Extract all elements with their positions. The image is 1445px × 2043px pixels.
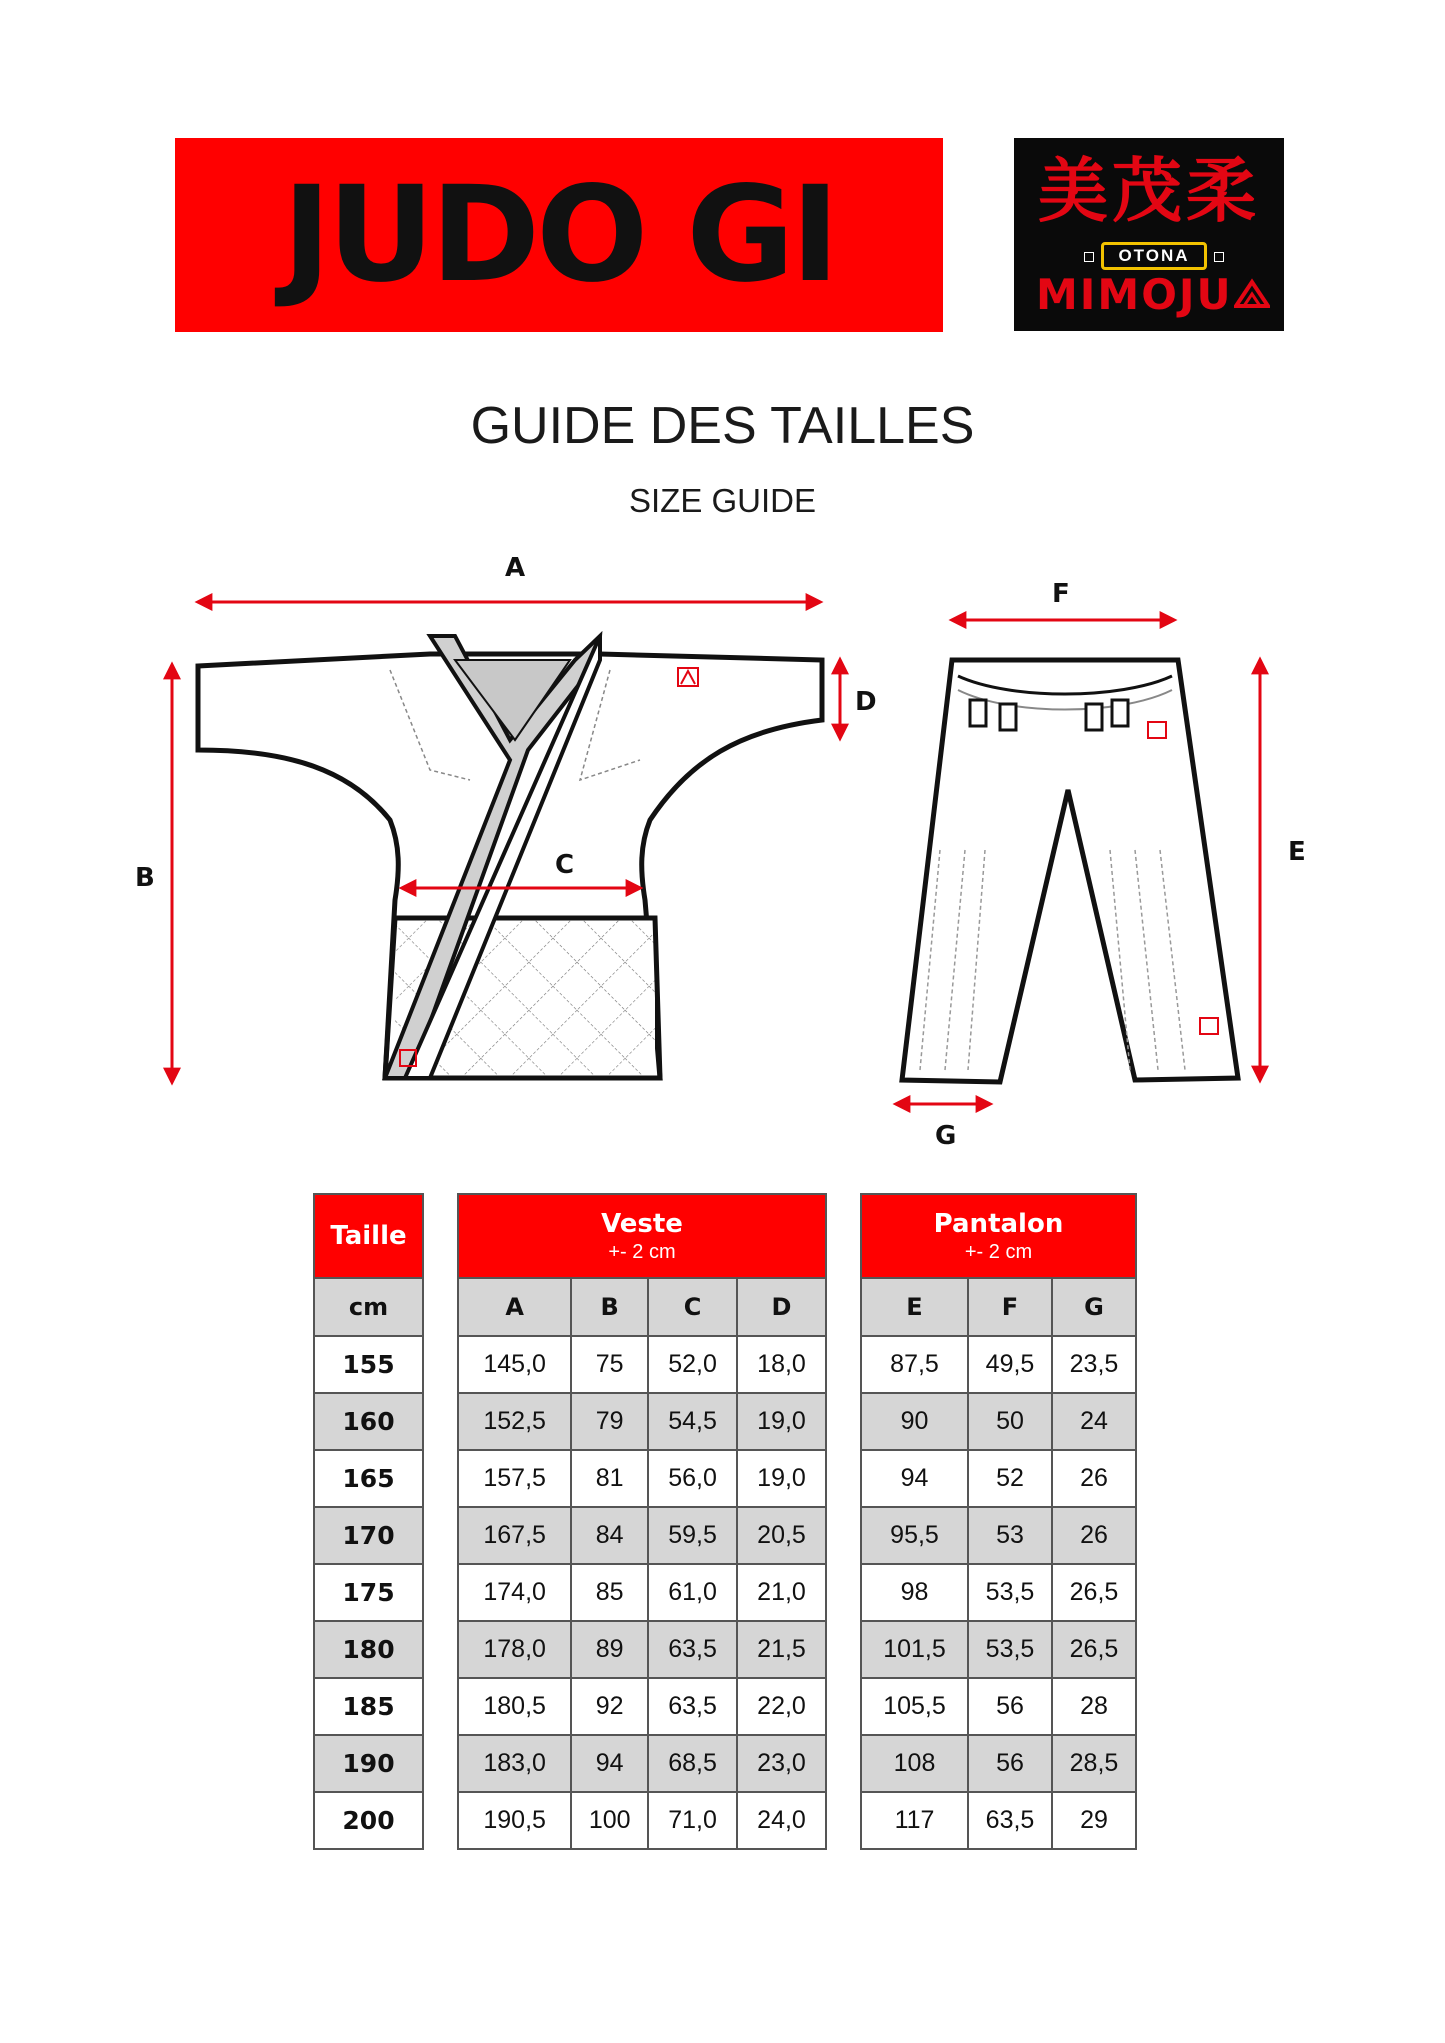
- table-row: [458, 1735, 826, 1792]
- pantalon-column-header: E: [861, 1278, 968, 1336]
- veste-cell: 61,0: [648, 1564, 737, 1621]
- title-banner: [175, 138, 943, 332]
- veste-cell: 180,5: [458, 1678, 571, 1735]
- veste-cell: 174,0: [458, 1564, 571, 1621]
- logo-brand-name: MIMOJU: [1036, 270, 1233, 319]
- veste-column-header: D: [737, 1278, 826, 1336]
- veste-cell: 152,5: [458, 1393, 571, 1450]
- pantalon-cell: 26,5: [1052, 1564, 1136, 1621]
- table-row: [458, 1678, 826, 1735]
- table-row: [458, 1393, 826, 1450]
- veste-header-title: Veste: [601, 1208, 683, 1239]
- pantalon-cell: 95,5: [861, 1507, 968, 1564]
- dim-label-f: F: [1052, 579, 1070, 609]
- logo-subtitle: OTONA: [1101, 242, 1207, 270]
- page-title: JUDO GI: [282, 158, 836, 312]
- veste-cell: 19,0: [737, 1450, 826, 1507]
- veste-cell: 100: [571, 1792, 648, 1849]
- veste-cell: 56,0: [648, 1450, 737, 1507]
- table-row: [314, 1393, 423, 1450]
- table-row: [314, 1450, 423, 1507]
- size-value: 160: [314, 1393, 423, 1450]
- taille-header: Taille: [314, 1194, 423, 1278]
- pantalon-cell: 28: [1052, 1678, 1136, 1735]
- pantalon-cell: 53: [968, 1507, 1052, 1564]
- pantalon-cell: 105,5: [861, 1678, 968, 1735]
- table-row: [314, 1792, 423, 1849]
- pantalon-column-header: G: [1052, 1278, 1136, 1336]
- taille-unit: cm: [314, 1278, 423, 1336]
- table-row: [861, 1621, 1136, 1678]
- logo-dot-left: [1084, 252, 1094, 262]
- table-row: [458, 1450, 826, 1507]
- pantalon-cell: 117: [861, 1792, 968, 1849]
- table-row: [314, 1678, 423, 1735]
- veste-cell: 79: [571, 1393, 648, 1450]
- veste-cell: 52,0: [648, 1336, 737, 1393]
- size-value: 200: [314, 1792, 423, 1849]
- dim-label-e: E: [1288, 837, 1306, 867]
- table-row: [458, 1507, 826, 1564]
- veste-cell: 94: [571, 1735, 648, 1792]
- table-row: [458, 1792, 826, 1849]
- veste-cell: 157,5: [458, 1450, 571, 1507]
- brand-mark-icon: [1234, 278, 1270, 308]
- veste-cell: 190,5: [458, 1792, 571, 1849]
- pantalon-cell: 50: [968, 1393, 1052, 1450]
- veste-tolerance: +- 2 cm: [608, 1240, 676, 1263]
- pantalon-cell: 56: [968, 1735, 1052, 1792]
- pantalon-header: [861, 1194, 1136, 1278]
- veste-cell: 18,0: [737, 1336, 826, 1393]
- veste-cell: 24,0: [737, 1792, 826, 1849]
- veste-cell: 22,0: [737, 1678, 826, 1735]
- pantalon-table: [860, 1193, 1137, 1850]
- size-value: 190: [314, 1735, 423, 1792]
- logo-dot-right: [1214, 252, 1224, 262]
- size-value: 180: [314, 1621, 423, 1678]
- veste-cell: 71,0: [648, 1792, 737, 1849]
- table-row: [458, 1621, 826, 1678]
- veste-cell: 59,5: [648, 1507, 737, 1564]
- pantalon-cell: 56: [968, 1678, 1052, 1735]
- pantalon-cell: 28,5: [1052, 1735, 1136, 1792]
- veste-cell: 63,5: [648, 1621, 737, 1678]
- table-row: [861, 1735, 1136, 1792]
- table-row: [314, 1564, 423, 1621]
- veste-cell: 89: [571, 1621, 648, 1678]
- veste-cell: 84: [571, 1507, 648, 1564]
- veste-column-header: B: [571, 1278, 648, 1336]
- veste-table: [457, 1193, 827, 1850]
- table-row: [314, 1735, 423, 1792]
- pantalon-cell: 101,5: [861, 1621, 968, 1678]
- dim-label-a: A: [505, 553, 526, 583]
- pantalon-cell: 24: [1052, 1393, 1136, 1450]
- pantalon-cell: 49,5: [968, 1336, 1052, 1393]
- veste-cell: 85: [571, 1564, 648, 1621]
- veste-cell: 19,0: [737, 1393, 826, 1450]
- size-value: 185: [314, 1678, 423, 1735]
- table-row: [458, 1564, 826, 1621]
- veste-cell: 23,0: [737, 1735, 826, 1792]
- dim-label-c: C: [555, 850, 575, 880]
- table-row: [861, 1792, 1136, 1849]
- size-diagram: [0, 540, 1445, 1160]
- veste-cell: 21,0: [737, 1564, 826, 1621]
- table-row: [861, 1564, 1136, 1621]
- table-row: [861, 1450, 1136, 1507]
- pants-drawing: [902, 660, 1238, 1082]
- pantalon-cell: 87,5: [861, 1336, 968, 1393]
- brand-logo: [1014, 138, 1284, 331]
- veste-cell: 81: [571, 1450, 648, 1507]
- size-value: 155: [314, 1336, 423, 1393]
- veste-cell: 63,5: [648, 1678, 737, 1735]
- pantalon-cell: 23,5: [1052, 1336, 1136, 1393]
- veste-cell: 183,0: [458, 1735, 571, 1792]
- veste-cell: 20,5: [737, 1507, 826, 1564]
- pantalon-cell: 90: [861, 1393, 968, 1450]
- pantalon-cell: 108: [861, 1735, 968, 1792]
- table-row: [861, 1507, 1136, 1564]
- pantalon-cell: 98: [861, 1564, 968, 1621]
- veste-column-header: A: [458, 1278, 571, 1336]
- taille-table: [313, 1193, 424, 1850]
- veste-cell: 92: [571, 1678, 648, 1735]
- veste-column-header: C: [648, 1278, 737, 1336]
- guide-subtitle: SIZE GUIDE: [628, 482, 817, 519]
- veste-cell: 54,5: [648, 1393, 737, 1450]
- table-row: [458, 1336, 826, 1393]
- size-value: 165: [314, 1450, 423, 1507]
- pantalon-cell: 26,5: [1052, 1621, 1136, 1678]
- pantalon-cell: 26: [1052, 1507, 1136, 1564]
- table-row: [314, 1621, 423, 1678]
- dim-label-b: B: [135, 863, 155, 893]
- jacket-drawing: [198, 636, 822, 1078]
- veste-header: [458, 1194, 826, 1278]
- veste-cell: 68,5: [648, 1735, 737, 1792]
- size-value: 170: [314, 1507, 423, 1564]
- pantalon-header-title: Pantalon: [933, 1208, 1064, 1239]
- pantalon-cell: 94: [861, 1450, 968, 1507]
- dim-label-d: D: [855, 687, 877, 717]
- dim-label-g: G: [935, 1121, 957, 1151]
- pantalon-cell: 26: [1052, 1450, 1136, 1507]
- guide-title: GUIDE DES TAILLES: [470, 397, 975, 455]
- pantalon-cell: 53,5: [968, 1621, 1052, 1678]
- table-row: [314, 1336, 423, 1393]
- veste-cell: 75: [571, 1336, 648, 1393]
- table-row: [314, 1507, 423, 1564]
- pantalon-cell: 53,5: [968, 1564, 1052, 1621]
- logo-kanji: 美茂柔: [1038, 149, 1260, 232]
- pantalon-tolerance: +- 2 cm: [964, 1240, 1033, 1263]
- pantalon-cell: 63,5: [968, 1792, 1052, 1849]
- veste-cell: 167,5: [458, 1507, 571, 1564]
- pantalon-cell: 29: [1052, 1792, 1136, 1849]
- table-row: [861, 1336, 1136, 1393]
- veste-cell: 145,0: [458, 1336, 571, 1393]
- veste-cell: 21,5: [737, 1621, 826, 1678]
- pantalon-column-header: F: [968, 1278, 1052, 1336]
- table-row: [861, 1393, 1136, 1450]
- size-value: 175: [314, 1564, 423, 1621]
- veste-cell: 178,0: [458, 1621, 571, 1678]
- pantalon-cell: 52: [968, 1450, 1052, 1507]
- table-row: [861, 1678, 1136, 1735]
